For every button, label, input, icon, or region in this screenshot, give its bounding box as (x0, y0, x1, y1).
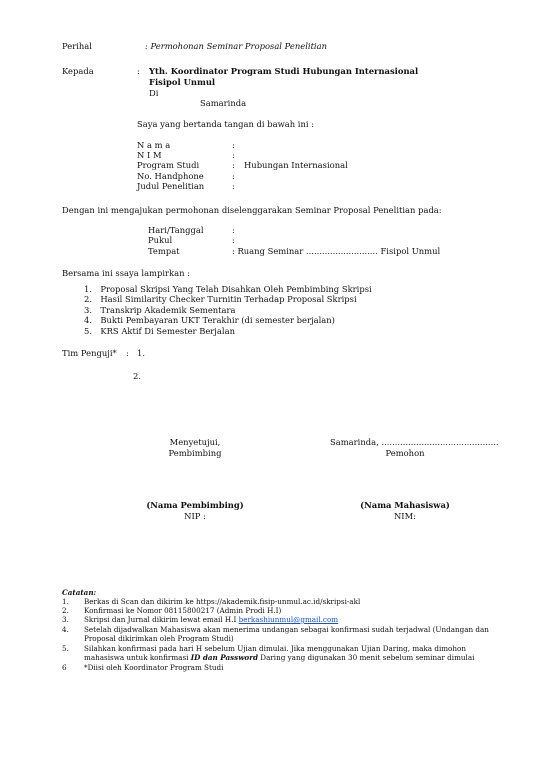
identity-label-nim: N I M (137, 150, 162, 160)
list-item: 5. KRS Aktif Di Semester Berjalan (84, 326, 235, 336)
list-item: 4. Bukti Pembayaran UKT Terakhir (di semester berjalan) (84, 315, 335, 325)
recipient-di: Di (149, 88, 159, 98)
note-emphasis: ID dan Password (190, 653, 259, 662)
identity-label-judul: Judul Penelitian (137, 181, 205, 191)
note-text-cont (84, 654, 474, 663)
note-number: 3. (62, 615, 69, 624)
note-text-part: mahasiswa untuk konfirmasi (84, 653, 191, 662)
advisor-nip: NIP : (184, 511, 206, 521)
note-text-prefix: Skripsi dan Jurnal dikirim lewat email H.I (84, 615, 239, 624)
sign-right-line1: Samarinda, ............................................ (330, 437, 499, 447)
schedule-label-date: Hari/Tanggal (148, 225, 204, 235)
attachments-intro: Bersama ini ssaya lampirkan : (62, 268, 190, 278)
examiner-1: 1. (137, 348, 145, 358)
identity-label-prodi: Program Studi (137, 160, 200, 170)
note-text: Silahkan konfirmasi pada hari H sebelum Ujian dimulai. Jika menggunakan Ujian Daring, maka dimohon (84, 644, 466, 653)
note-text-cont: Proposal dikirimkan oleh Program Studi) (84, 634, 234, 643)
examiners-colon: : (126, 348, 129, 358)
note-text: Berkas di Scan dan dikirim ke https://akademik.fisip-unmul.ac.id/skripsi-akl (84, 597, 361, 606)
recipient-city: Samarinda (200, 98, 247, 108)
recipient-line-1: Yth. Koordinator Program Studi Hubungan Internasional (149, 66, 419, 76)
identity-colon-nim: : (232, 150, 235, 160)
kepada-label: Kepada (62, 66, 94, 76)
sign-left-line2: Pembimbing (168, 448, 222, 458)
schedule-label-time: Pukul (148, 235, 173, 245)
note-number: 4. (62, 625, 69, 634)
request-text: Dengan ini mengajukan permohonan diselenggarakan Seminar Proposal Penelitian pada: (62, 205, 442, 215)
perihal-label: Perihal (62, 41, 92, 51)
note-text: *Diisi oleh Koordinator Program Studi (84, 663, 224, 672)
identity-colon-judul: : (232, 181, 235, 191)
recipient-line-2: Fisipol Unmul (149, 77, 216, 87)
examiners-label: Tim Penguji* (62, 348, 117, 358)
note-text: Konfirmasi ke Nomor 08115800217 (Admin Prodi H.I) (84, 606, 282, 615)
sign-left-line1: Menyetujui, (169, 437, 221, 447)
note-number: 6 (62, 663, 67, 672)
notes-title: Catatan: (62, 588, 97, 597)
identity-colon-hp: : (232, 171, 235, 181)
identity-colon-nama: : (232, 140, 235, 150)
list-item: 3. Transkrip Akademik Sementara (84, 305, 236, 315)
student-nim: NIM: (393, 511, 417, 521)
schedule-value-time: : (232, 235, 235, 245)
student-name: (Nama Mahasiswa) (360, 500, 450, 510)
list-item: 1. Proposal Skripsi Yang Telah Disahkan Oleh Pembimbing Skripsi (84, 284, 372, 294)
note-number: 2. (62, 606, 69, 615)
kepada-colon: : (137, 66, 140, 76)
schedule-value-place: : Ruang Seminar ........................... Fisipol Unmul (232, 246, 441, 256)
advisor-name: (Nama Pembimbing) (146, 500, 244, 510)
note-text (84, 616, 338, 625)
intro-text: Saya yang bertanda tangan di bawah ini : (137, 119, 315, 129)
schedule-value-date: : (232, 225, 235, 235)
identity-label-nama: N a m a (137, 140, 171, 150)
email-link[interactable]: berkashiunmul@gmail.com (238, 615, 339, 624)
note-number: 1. (62, 597, 69, 606)
note-text-part: Daring yang digunakan 30 menit sebelum seminar dimulai (258, 653, 475, 662)
identity-value-prodi: Hubungan Internasional (244, 160, 348, 170)
note-text: Setelah dijadwalkan Mahasiswa akan menerima undangan sebagai konfirmasi sudah terjadwal (Undangan dan (84, 625, 489, 634)
list-item: 2. Hasil Similarity Checker Turnitin Terhadap Proposal Skripsi (84, 294, 357, 304)
identity-colon-prodi: : (232, 160, 235, 170)
note-number: 5. (62, 644, 69, 653)
identity-label-hp: No. Handphone (137, 171, 204, 181)
perihal-value: : Permohonan Seminar Proposal Penelitian (145, 41, 327, 51)
sign-right-line2: Pemohon (385, 448, 425, 458)
schedule-label-place: Tempat (148, 246, 180, 256)
examiner-2: 2. (133, 371, 141, 381)
